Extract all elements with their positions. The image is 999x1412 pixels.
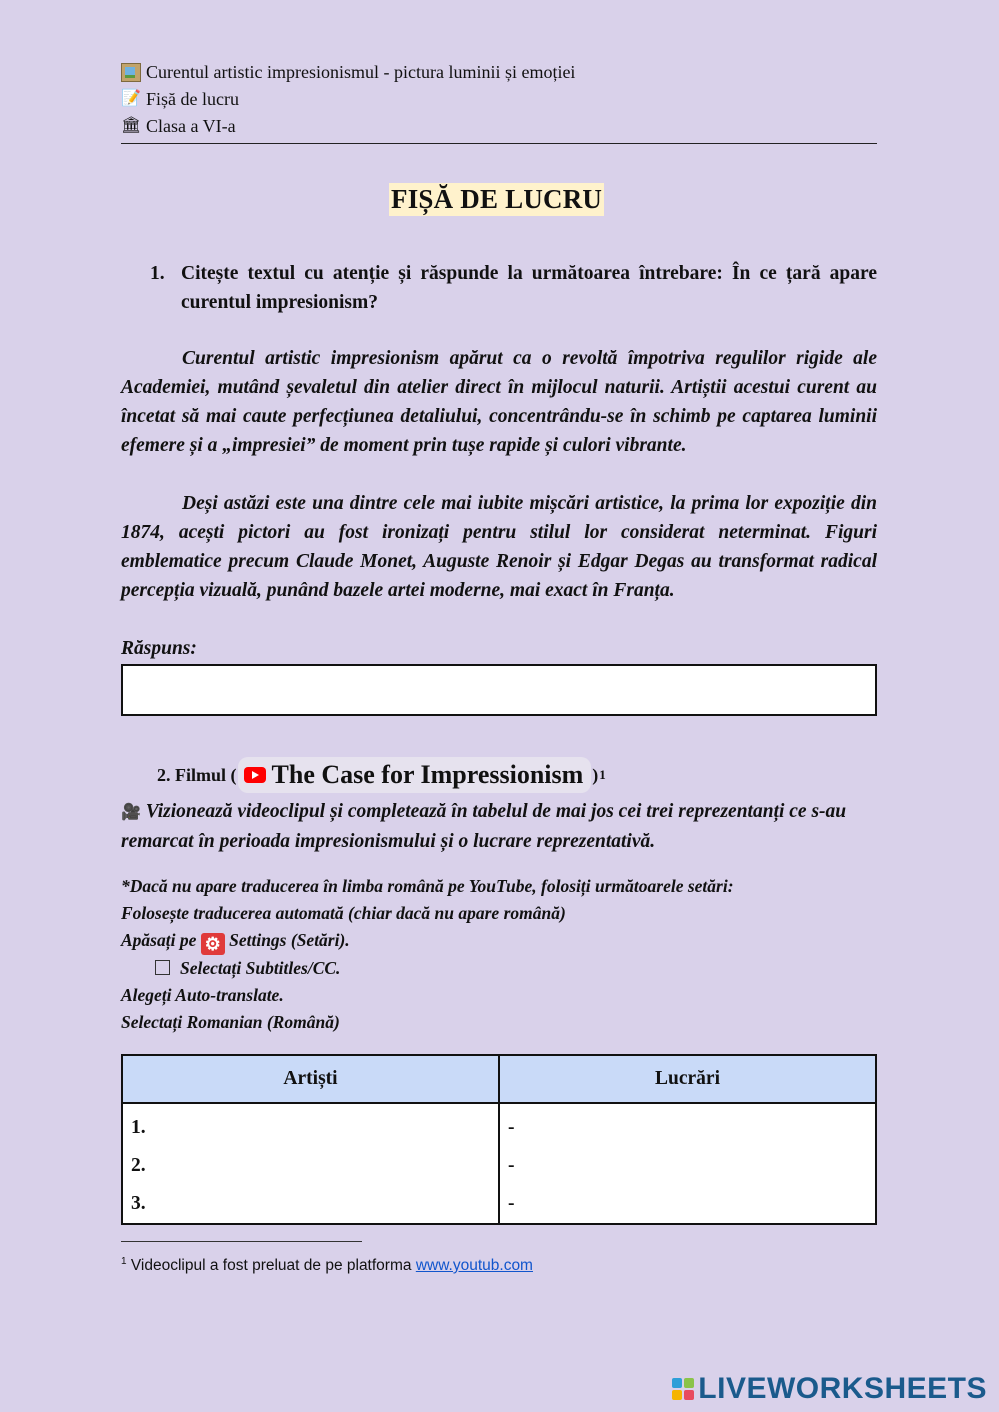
- header-line-topic: [121, 60, 575, 84]
- works-column[interactable]: [499, 1103, 876, 1224]
- question-2-number: 2.: [157, 765, 171, 785]
- question-1-text: Citește textul cu atenție și răspunde la următoarea întrebare: În ce țară apare curentul impresionism?: [181, 263, 877, 313]
- settings-line-3-post: Settings (Setări).: [229, 930, 350, 950]
- artists-column[interactable]: [122, 1103, 499, 1224]
- question-2-label: Filmul: [175, 765, 227, 785]
- video-instruction: [121, 797, 877, 856]
- text-paragraph-1: [121, 344, 877, 460]
- brand-name: LIVEWORKSHEETS: [698, 1372, 987, 1405]
- question-2: [157, 755, 606, 795]
- settings-line-4: [121, 955, 877, 982]
- settings-line-2: Folosește traducerea automată (chiar dacă nu apare română): [121, 903, 566, 923]
- work-row-1[interactable]: -: [508, 1117, 515, 1138]
- header-topic-text: Curentul artistic impresionismul - pictura luminii și emoției: [146, 62, 576, 82]
- liveworksheets-logo[interactable]: [672, 1372, 987, 1406]
- answer-input[interactable]: [121, 664, 877, 716]
- video-title: The Case for Impressionism: [271, 760, 584, 789]
- settings-line-6: Selectați Romanian (Română): [121, 1012, 340, 1032]
- settings-line-1: *Dacă nu apare traducerea în limba română pe YouTube, folosiți următoarele setări:: [121, 876, 734, 896]
- settings-line-3-pre: Apăsați pe: [121, 930, 197, 950]
- header-type-text: Fișă de lucru: [146, 89, 239, 109]
- text-paragraph-1-content: Curentul artistic impresionism apărut ca o revoltă împotriva regulilor rigide ale Academiei, mutând șevaletul din atelier direct în mijlocul naturii. Artiștii acestui curent au încetat să mai caute perfecțiunea detaliului, concentrându-se în schimb pe captarea luminii efemere și a „impresiei” de moment prin tușe rapide și culori vibrante.: [121, 348, 877, 456]
- answer-label: Răspuns:: [121, 638, 197, 659]
- framed-picture-icon: [121, 63, 141, 82]
- header-line-class: [121, 114, 236, 138]
- text-paragraph-2: [121, 489, 877, 605]
- classical-building-icon: 🏛: [121, 117, 142, 134]
- settings-line-3: [121, 927, 877, 955]
- footnote-mark: 1: [121, 1256, 127, 1267]
- header-class-text: Clasa a VI-a: [146, 116, 236, 136]
- youtube-link[interactable]: www.youtub.com: [415, 1257, 533, 1275]
- artists-table: [121, 1054, 877, 1225]
- movie-camera-icon: 🎥: [121, 804, 141, 821]
- header-artists: Artiști: [122, 1055, 499, 1103]
- footnote-reference[interactable]: 1: [599, 767, 606, 782]
- artist-row-2[interactable]: 2.: [131, 1155, 146, 1176]
- settings-line-4-text: Selectați Subtitles/CC.: [180, 958, 341, 978]
- artist-row-3[interactable]: 3.: [131, 1193, 146, 1214]
- liveworksheets-icon: [672, 1378, 694, 1400]
- footnote-text: Videoclipul a fost preluat de pe platforma: [130, 1257, 412, 1275]
- question-1-number: 1.: [150, 263, 165, 284]
- question-1: [150, 259, 877, 317]
- footnote: [121, 1252, 533, 1276]
- work-row-2[interactable]: -: [508, 1155, 515, 1176]
- memo-icon: 📝: [121, 90, 141, 107]
- video-link-chip[interactable]: [238, 757, 592, 793]
- header-line-type: [121, 87, 239, 111]
- artist-row-1[interactable]: 1.: [131, 1117, 146, 1138]
- text-paragraph-2-content: Deși astăzi este una dintre cele mai iubite mișcări artistice, la prima lor expoziție din 1874, acești pictori au fost ironizați pentru stilul lor considerat neterminat. Figuri emblematice precum Claude Monet, Auguste Renoir și Edgar Degas au transformat radical percepția vizuală, punând bazele artei moderne, mai exact în Franța.: [121, 493, 877, 601]
- header-works: Lucrări: [499, 1055, 876, 1103]
- settings-line-5: Alegeți Auto-translate.: [121, 985, 284, 1005]
- gear-icon: ⚙: [201, 933, 225, 955]
- open-paren: (: [230, 765, 237, 785]
- video-instruction-text: Vizionează videoclipul și completează în tabelul de mai jos cei trei reprezentanți ce s-au remarcat în perioada impresionismului și o lucrare reprezentativă.: [121, 801, 847, 852]
- footnote-divider: [121, 1241, 362, 1242]
- page-title: FIȘĂ DE LUCRU: [391, 184, 603, 214]
- youtube-icon: [244, 767, 266, 783]
- settings-instructions: [121, 873, 877, 1036]
- close-paren: ): [592, 765, 599, 785]
- header-divider: [121, 143, 877, 144]
- work-row-3[interactable]: -: [508, 1193, 515, 1214]
- subtitles-checkbox[interactable]: [155, 960, 170, 975]
